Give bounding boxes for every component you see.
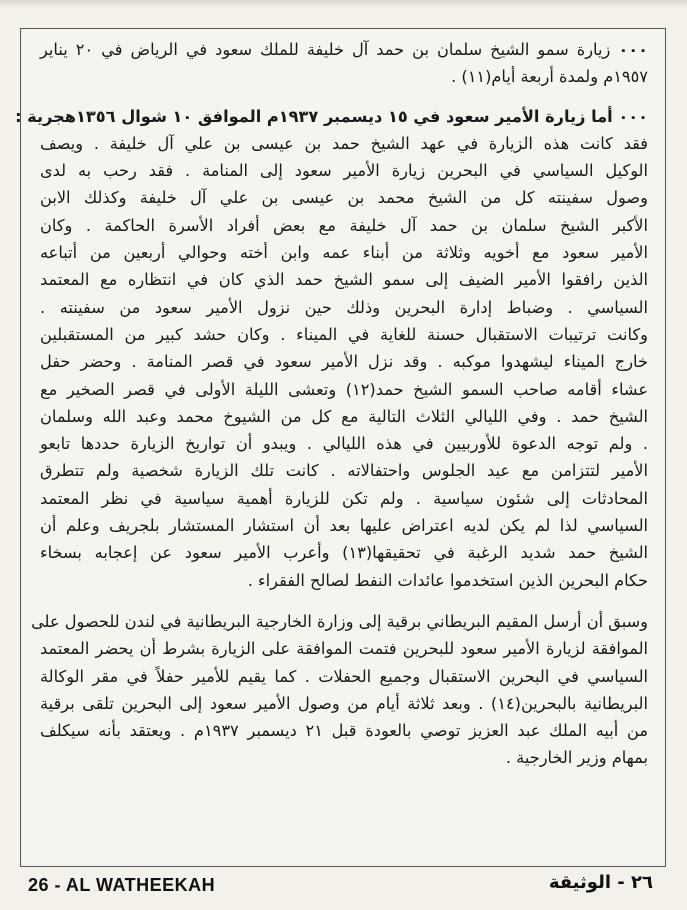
paragraph-2-line-17: حكام البحرين الذين استخدموا عائدات النفط لصالح الفقراء . bbox=[247, 570, 648, 590]
paragraph-2-line-6: الذين رافقوا الأمير الضيف إلى سمو الشيخ حمد الذي كان في انتظاره مع المعتمد bbox=[40, 270, 648, 290]
paragraph-2-line-1: فقد كانت هذه الزيارة في عهد الشيخ حمد بن عيسى بن علي آل خليفة . ويصف bbox=[40, 133, 648, 153]
paragraph-2-line-7: السياسي . وضباط إدارة البحرين وذلك حين نزول الأمير سعود من سفينته . bbox=[40, 297, 648, 317]
paragraph-2-heading bbox=[15, 103, 648, 130]
paragraph-2-line-9: خارج الميناء ليشهدوا موكبه . وقد نزل الأمير سعود في قصر المنامة . وحضر حفل bbox=[40, 352, 648, 372]
article-body bbox=[15, 36, 649, 772]
paragraph-3-line-6: بمهام وزير الخارجية . bbox=[505, 748, 648, 768]
paragraph-2-line-2: الوكيل السياسي في البحرين زيارة الأمير سعود إلى المنامة . فقد رحب به لدى bbox=[40, 161, 648, 181]
paragraph-3-line-5: من أبيه الملك عبد العزيز توصي بالعودة قبل ٢١ ديسمبر ١٩٣٧م . ويعتقد بأنه سيكلف bbox=[40, 721, 648, 741]
paragraph-3-line-1: وسبق أن أرسل المقيم البريطاني برقية إلى وزارة الخارجية البريطانية في لندن للحصول على bbox=[31, 611, 648, 631]
paragraph-2-line-3: وصول سفينته كل من الشيخ محمد بن عيسى بن علي آل خليفة وكذلك الابن bbox=[40, 188, 648, 208]
paragraph-3-line-4: البريطانية بالبحرين(١٤) . وبعد ثلاثة أيام من وصول الأمير سعود إلى البحرين تلقى برقية bbox=[40, 693, 648, 713]
heading-text: أما زيارة الأمير سعود في ١٥ ديسمبر ١٩٣٧م الموافق ١٠ شوال ١٣٥٦هجرية : bbox=[15, 106, 613, 126]
paragraph-2-line-11: الشيخ حمد . وفي الليالي الثلاث التالية مع كل من الشيوخ محمد وعبد الله وسلمان bbox=[40, 406, 648, 426]
paragraph-2 bbox=[15, 103, 649, 594]
footer-page-number-arabic: ٢٦ - الوثيقة bbox=[548, 872, 653, 893]
paragraph-3-line-2: الموافقة لزيارة الأمير سعود للبحرين فتمت الموافقة على الزيارة بشرط أن يحضر المعتمد bbox=[40, 639, 648, 659]
footer-page-number-latin: 26 - AL WATHEEKAH bbox=[28, 875, 216, 895]
paragraph-2-line-15: السياسي لذا لم يكن لديه اعتراض عليها بعد أن استشار المستشار بلجريف وعلم أن bbox=[40, 516, 648, 536]
paragraph-2-line-12: . ولم توجه الدعوة للأوربيين في هذه الليالي . ويبدو أن تواريخ الزيارة حددها تابعو bbox=[40, 434, 648, 454]
paragraph-3 bbox=[31, 608, 648, 772]
paragraph-1-line-2: ١٩٥٧م ولمدة أربعة أيام(١١) . bbox=[451, 67, 648, 87]
bullet-marker: ٠٠٠ bbox=[618, 106, 648, 126]
paragraph-1 bbox=[40, 36, 648, 91]
paragraph-2-line-5: الأمير سعود مع أخويه وثلاثة من أبناء عمه وابن أخته وحوالي أربعين من أتباعه bbox=[40, 243, 648, 263]
paragraph-1-line-1 bbox=[40, 36, 648, 63]
paragraph-2-line-4: الأكبر الشيخ سلمان بن حمد آل خليفة مع بعض أفراد الأسرة الحاكمة . وكان bbox=[40, 215, 648, 235]
paragraph-2-line-8: وكانت ترتيبات الاستقبال حسنة للغاية في الميناء . وكان حشد كبير من المستقبلين bbox=[40, 324, 648, 344]
paragraph-2-line-10: عشاء أقامه صاحب السمو الشيخ حمد(١٢) وتعشى الليلة الأولى في قصر الصخير مع bbox=[40, 379, 648, 399]
bullet-marker: ٠٠٠ bbox=[618, 40, 648, 59]
paragraph-2-line-16: الشيخ حمد شديد الرغبة في تحقيقها(١٣) وأعرب الأمير سعود عن إعجابه بسخاء bbox=[40, 543, 649, 563]
scan-top-band bbox=[0, 0, 687, 8]
paragraph-2-line-14: المحادثات إلى شئون سياسية . ولم تكن للزيارة أهمية سياسية في نظر المعتمد bbox=[40, 488, 648, 508]
spacer bbox=[40, 91, 648, 103]
spacer bbox=[40, 594, 648, 608]
page-footer bbox=[0, 872, 687, 902]
line-text: زيارة سمو الشيخ سلمان بن حمد آل خليفة للملك سعود في الرياض في ٢٠ يناير bbox=[40, 40, 611, 59]
paragraph-3-line-3: السياسي في البحرين الاستقبال وجميع الحفلات . كما يقيم للأمير حفلاً في مقر الوكالة bbox=[40, 666, 648, 686]
paragraph-2-line-13: الأمير لتتزامن مع عيد الجلوس واحتفالاته . كانت تلك الزيارة شخصية ولم تتطرق bbox=[40, 461, 648, 481]
